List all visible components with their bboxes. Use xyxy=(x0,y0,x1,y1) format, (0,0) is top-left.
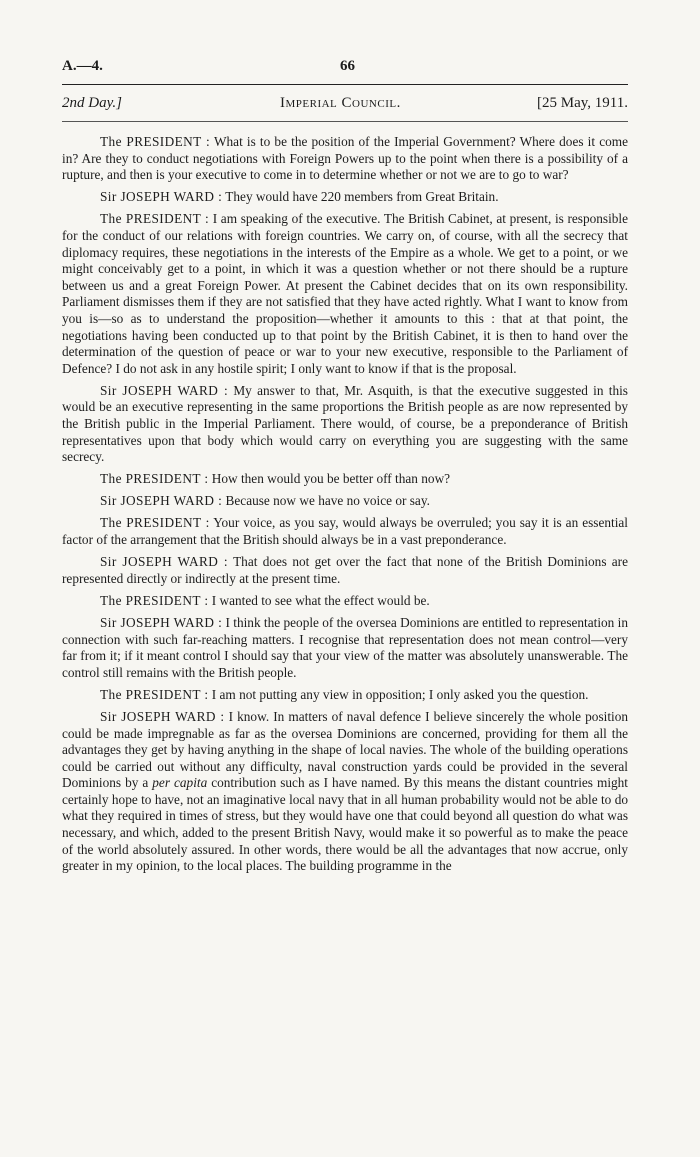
speech-paragraph xyxy=(62,211,628,377)
transcript-body xyxy=(62,134,628,875)
speech-paragraph xyxy=(62,383,628,466)
speech-paragraph xyxy=(62,515,628,548)
running-head-council: Imperial Council. xyxy=(280,95,401,111)
italic-phrase: per capita xyxy=(152,775,208,791)
running-head-rule xyxy=(62,121,628,122)
speaker-name: Sir JOSEPH WARD : xyxy=(100,614,223,630)
speech-paragraph xyxy=(62,189,628,206)
document-code: A.—4. xyxy=(62,58,103,74)
speaker-name: The PRESIDENT : xyxy=(100,134,211,149)
speech-text: I wanted to see what the effect would be. xyxy=(211,592,430,608)
speech-text: I am not putting any view in opposition; I only asked you the question. xyxy=(211,686,589,702)
speech-text: Your voice, as you say, would always be overruled; you say it is an essential factor of the arrangement that the British should always be in a vast preponderance. xyxy=(62,515,629,548)
speaker-name: Sir JOSEPH WARD : xyxy=(100,493,223,509)
speech-text: I am speaking of the executive. The British Cabinet, at present, is responsible for the conduct of our relations with foreign countries. We carry on, of course, with all the secrecy that diplomacy requires, these negotiations in the interests of the Empire as a whole. We get to a point, or we might conceivably get to a point, in which it was a question whether or not there should be a rupture between us and a great Foreign Power. At present the Cabinet decides that on its own responsibility. Parliament dismisses them if they are not satisfied that they have acted rightly. What I want to know from you is—so as to understand the proposition—whether it amounts to this : that at that point, the negotiations having been conducted up to that point by the British Cabinet, it is then to hand over the determination of the question of peace or war to your new executive, responsible to the Parliament of Defence? I do not ask in any hostile spirit; I only want to know if that is the proposal. xyxy=(62,211,629,376)
speech-text: I know. In matters of naval defence I believe sincerely the whole position could be made impregnable as far as the oversea Dominions are concerned, providing for them all the advantages they get by having anything in the shape of local navies. The whole of the building operations could be carried out without any difficulty, naval construction yards could be provided in the several Dominions by a xyxy=(62,708,629,791)
speech-paragraph xyxy=(62,134,628,184)
speaker-name: Sir JOSEPH WARD : xyxy=(100,708,225,724)
speech-text-continued: contribution such as I have named. By this means the distant countries might certainly hope to have, not an imaginative local navy that in all human probability would not be able to do what they required in times of stress, but they would have one that could beyond all question do what was necessary, and which, added to the present British Navy, would make it so powerful as to make the peace of the world absolutely assured. In other words, there would be all the advantages that now accrue, only greater in my opinion, to the local places. The building programme in the xyxy=(62,775,628,874)
speech-text: What is to be the position of the Imperial Government? Where does it come in? Are they to conduct negotiations with Foreign Powers up to the point when there is a possibility of a rupture, and then is your executive to come in to determine whether or not we are to go to war? xyxy=(62,134,628,183)
running-head xyxy=(62,95,628,121)
speech-paragraph xyxy=(62,493,628,510)
speech-text: That does not get over the fact that none of the British Dominions are represented directly or indirectly at the present time. xyxy=(62,554,628,586)
speech-text: How then would you be better off than now? xyxy=(211,471,451,487)
speaker-name: The PRESIDENT : xyxy=(100,211,210,227)
speech-text: I think the people of the oversea Dominions are entitled to representation in connection with such far-reaching matters. I recognise that representation does not mean control—very far from it; if it meant control I should say that your view of the matter was absolutely unanswerable. The control still remains with the British people. xyxy=(62,614,628,680)
top-rule xyxy=(62,84,628,85)
speaker-name: The PRESIDENT : xyxy=(100,592,209,608)
speaker-name: Sir JOSEPH WARD : xyxy=(100,382,229,398)
speech-paragraph xyxy=(62,709,628,875)
speaker-name: The PRESIDENT : xyxy=(100,686,209,702)
speech-paragraph xyxy=(62,615,628,681)
page-topline xyxy=(62,58,628,82)
speech-text: Because now we have no voice or say. xyxy=(225,493,430,509)
speech-paragraph xyxy=(62,593,628,610)
speech-text: My answer to that, Mr. Asquith, is that the executive suggested in this would be an executive representing in the same proportions the British people as are now represented by the British public in the Imperial Parliament. There would, of course, be a preponderance of British representatives upon that body which would carry on everything you are suggesting with the same secrecy. xyxy=(62,382,628,465)
speech-text: They would have 220 members from Great Britain. xyxy=(225,189,499,205)
speech-paragraph xyxy=(62,687,628,704)
speech-paragraph xyxy=(62,554,628,587)
speaker-name: The PRESIDENT : xyxy=(100,471,209,487)
speaker-name: The PRESIDENT : xyxy=(100,515,210,531)
running-head-date: [25 May, 1911. xyxy=(537,95,628,111)
running-head-day: 2nd Day.] xyxy=(62,95,122,111)
speaker-name: Sir JOSEPH WARD : xyxy=(100,554,229,570)
page-number: 66 xyxy=(340,58,355,74)
speaker-name: Sir JOSEPH WARD : xyxy=(100,189,223,205)
speech-paragraph xyxy=(62,471,628,488)
